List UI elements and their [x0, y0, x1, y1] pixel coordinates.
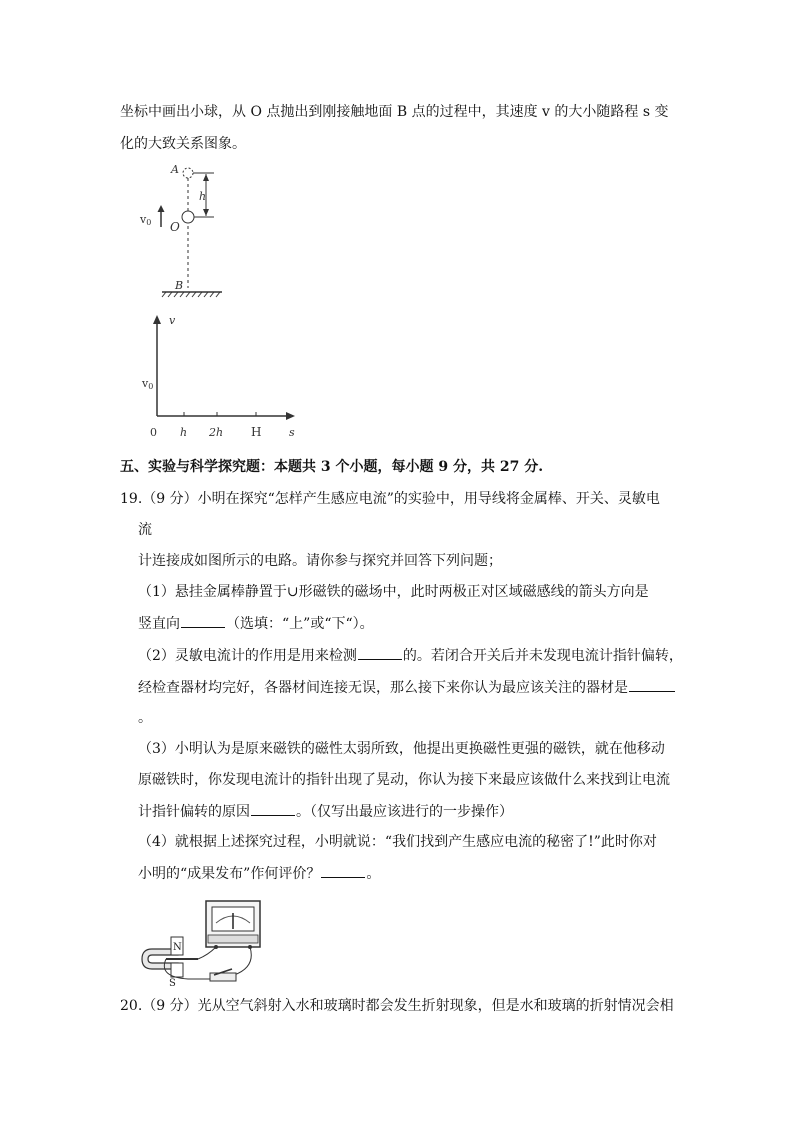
answer-blank-2[interactable] [358, 645, 402, 660]
q19-part3-line-c: 计指针偏转的原因 。（仅写出最应该进行的一步操作） [138, 801, 513, 822]
v-axis-arrow [153, 315, 161, 324]
s-axis-arrow [286, 412, 295, 420]
circuit-figure [138, 897, 268, 987]
label-N: N [173, 942, 182, 953]
magnet-pole-S [171, 963, 183, 977]
q19-part1-line-b: 竖直向 （选填：“上”或“下“）。 [138, 613, 374, 634]
h-arrow-up [203, 174, 209, 181]
q20-line-1: 20.（9 分）光从空气斜射入水和玻璃时都会发生折射现象，但是水和玻璃的折射情况会相 [120, 998, 674, 1014]
q19-part4-line-a: （4）就根据上述探究过程，小明就说：“我们找到产生感应电流的秘密了!”此时你对 [138, 834, 657, 850]
q19-part2-line-c: 。 [138, 710, 152, 726]
q19-part3-line-a: （3）小明认为是原来磁铁的磁性太弱所致，他提出更换磁性更强的磁铁，就在他移动 [138, 741, 665, 757]
switch-base [210, 973, 236, 981]
label-B: B [175, 279, 184, 292]
q19-line-1: 19.（9 分）小明在探究“怎样产生感应电流”的实验中，用导线将金属棒、开关、灵敏电 [120, 491, 660, 507]
label-A: A [171, 163, 179, 176]
motion-figure [130, 160, 240, 300]
h-arrow-down [203, 209, 209, 216]
x-tick-label-h: h [180, 426, 188, 439]
intro-line-2: 化的大致关系图象。 [120, 136, 246, 152]
ball-at-O [182, 211, 194, 223]
vs-graph [140, 312, 310, 442]
galvanometer-base [208, 935, 258, 943]
v0-arrow-head [158, 205, 165, 212]
wire-3 [234, 947, 251, 975]
axis-label-v: v [169, 314, 176, 327]
label-O: O [170, 220, 180, 234]
label-h: h [199, 190, 207, 203]
label-S: S [169, 978, 176, 987]
label-v0: v0 [140, 213, 152, 227]
q19-line-2: 流 [138, 522, 152, 538]
wire-1 [198, 947, 216, 959]
q19-part2-line-a: （2）灵敏电流计的作用是用来检测 的。若闭合开关后并未发现电流计指针偏转， [138, 645, 683, 666]
intro-line-1: 坐标中画出小球，从 O 点抛出到刚接触地面 B 点的过程中，其速度 v 的大小随路程 s 变 [120, 104, 669, 120]
axis-label-s: s [289, 426, 295, 439]
q19-part1-line-a: （1）悬挂金属棒静置于∪形磁铁的磁场中，此时两极正对区域磁感线的箭头方向是 [138, 584, 649, 600]
x-tick-label-0: 0 [150, 426, 157, 439]
tick-label-v0: v0 [142, 377, 154, 391]
q19-line-3: 计连接成如图所示的电路。请你参与探究并回答下列问题； [138, 553, 502, 569]
x-tick-label-2h: 2h [209, 426, 224, 439]
answer-blank-5[interactable] [321, 863, 365, 878]
q19-part2-line-b: 经检查器材均完好，各器材间连接无误，那么接下来你认为最应该关注的器材是 [138, 677, 676, 698]
section-title: 五、实验与科学探究题：本题共 3 个小题，每小题 9 分，共 27 分. [120, 459, 544, 475]
q19-part3-line-b: 原磁铁时，你发现电流计的指针出现了晃动，你认为接下来最应该做什么来找到让电流 [138, 772, 670, 788]
x-tick-label-H: H [251, 425, 262, 439]
answer-blank-3[interactable] [629, 677, 675, 692]
q19-part4-line-b: 小明的“成果发布”作何评价？ 。 [138, 863, 380, 884]
ball-at-A [183, 168, 193, 178]
answer-blank-4[interactable] [251, 801, 295, 816]
answer-blank-1[interactable] [181, 613, 225, 628]
